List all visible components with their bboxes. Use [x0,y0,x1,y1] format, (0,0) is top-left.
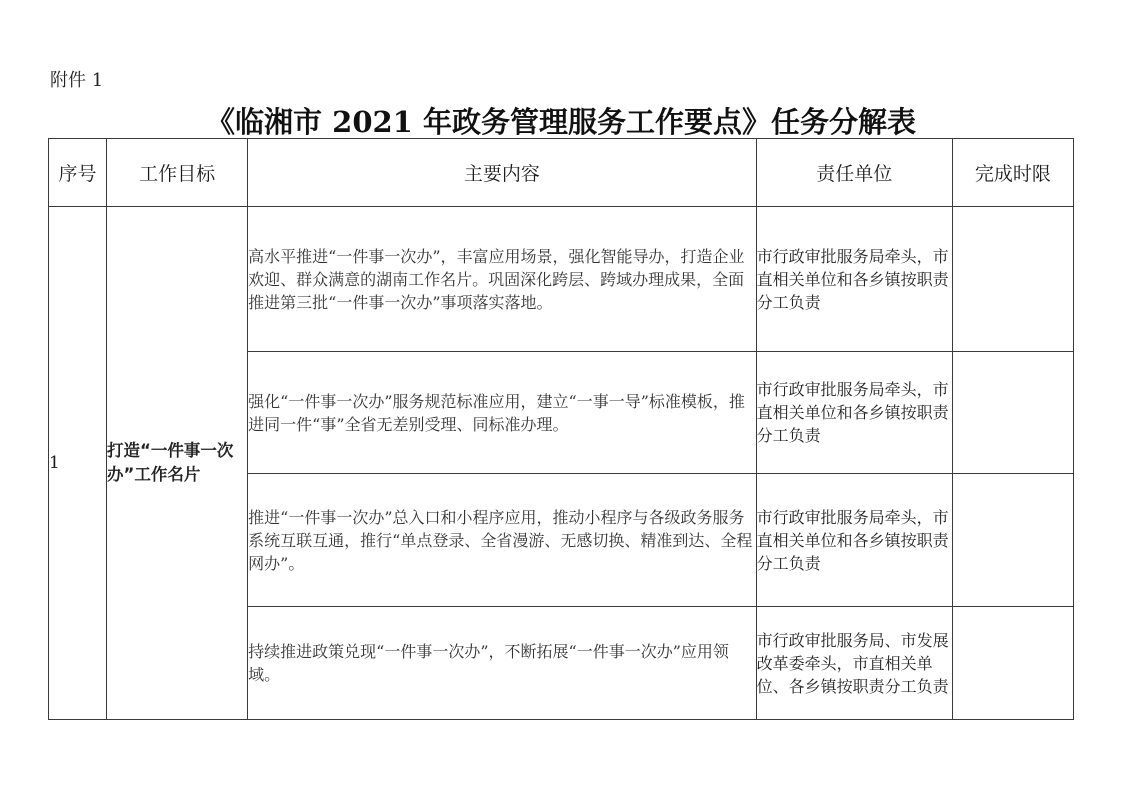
attachment-label: 附件 1 [50,70,104,91]
row-seq-cell: 1 [49,207,107,720]
deadline-cell [952,474,1073,607]
table-header-row [49,139,1074,207]
deadline-cell [952,207,1073,352]
content-cell: 持续推进政策兑现“一件事一次办”，不断拓展“一件事一次办”应用领域。 [248,607,756,720]
header-deadline: 完成时限 [952,139,1073,207]
content-cell: 推进“一件事一次办”总入口和小程序应用，推动小程序与各级政务服务系统互联互通，推行“单点登录、全省漫游、无感切换、精准到达、全程网办”。 [248,474,756,607]
content-cell: 高水平推进“一件事一次办”，丰富应用场景，强化智能导办，打造企业欢迎、群众满意的湖南工作名片。巩固深化跨层、跨域办理成果，全面推进第三批“一件事一次办”事项落实落地。 [248,207,756,352]
table-row [49,207,1074,352]
unit-cell: 市行政审批服务局牵头，市直相关单位和各乡镇按职责分工负责 [756,474,952,607]
deadline-cell [952,352,1073,474]
unit-cell: 市行政审批服务局、市发展改革委牵头，市直相关单位、各乡镇按职责分工负责 [756,607,952,720]
unit-cell: 市行政审批服务局牵头，市直相关单位和各乡镇按职责分工负责 [756,207,952,352]
header-seq: 序号 [49,139,107,207]
header-goal: 工作目标 [107,139,248,207]
row-goal-cell: 打造“一件事一次办”工作名片 [107,207,248,720]
unit-cell: 市行政审批服务局牵头，市直相关单位和各乡镇按职责分工负责 [756,352,952,474]
deadline-cell [952,607,1073,720]
task-table [48,138,1074,720]
document-title: 《临湘市 2021 年政务管理服务工作要点》任务分解表 [206,105,916,139]
header-content: 主要内容 [248,139,756,207]
content-cell: 强化“一件事一次办”服务规范标准应用，建立“一事一导”标准模板，推进同一件“事”全省无差别受理、同标准办理。 [248,352,756,474]
header-unit: 责任单位 [756,139,952,207]
